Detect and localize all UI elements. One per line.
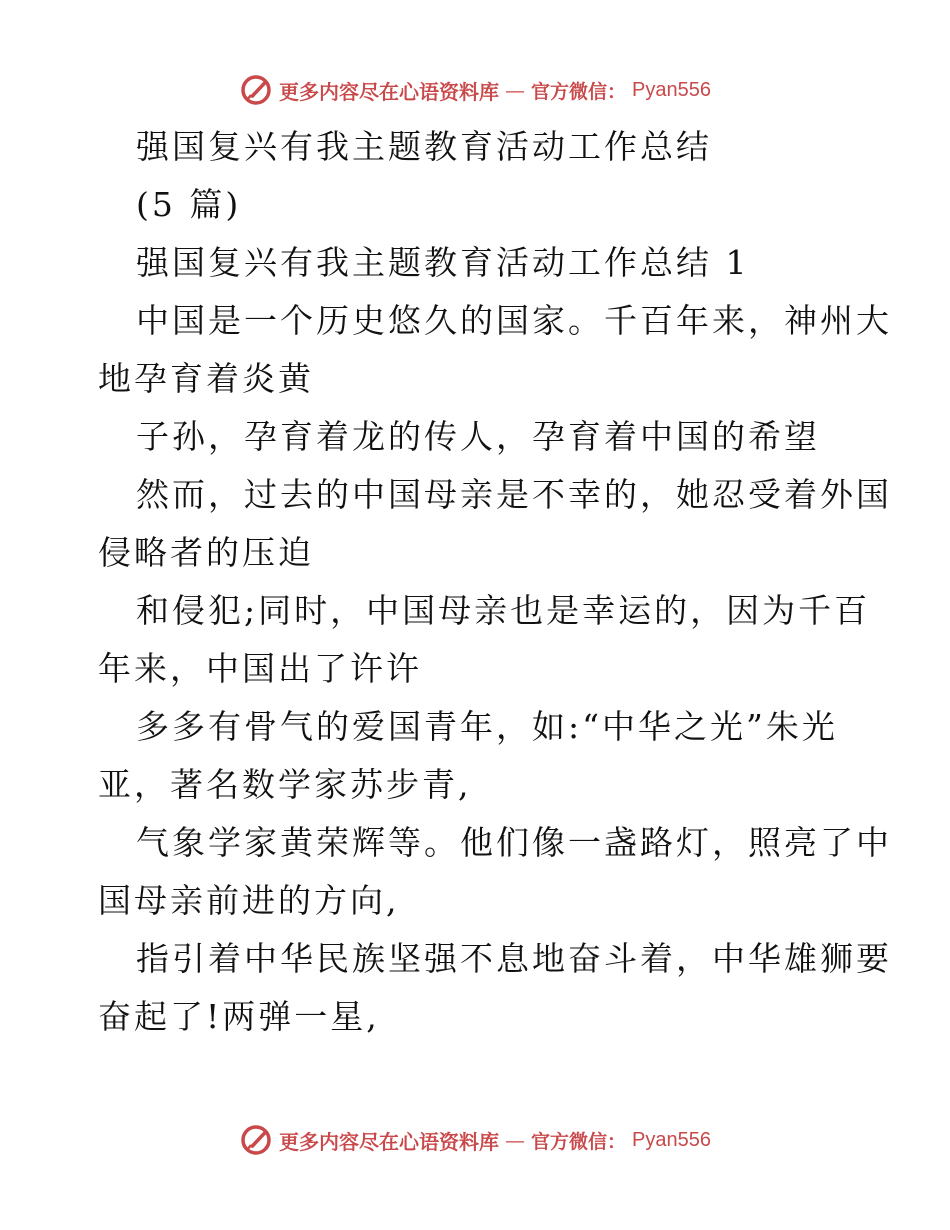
paragraph [98,814,892,930]
paragraph-first-line: 多多有骨气的爱国青年，如:“中华之光”朱光 [136,707,838,746]
paragraph-first-line: 和侵犯;同时，中国母亲也是幸运的，因为千百 [136,591,871,630]
paragraph-first-line: 子孙，孕育着龙的传人，孕育着中国的希望 [136,417,820,456]
document-title-line2: (5 篇) [136,185,242,224]
paragraph-first-line: 中国是一个历史悠久的国家。千百年来，神州大 [136,301,892,340]
header-banner [0,70,950,110]
document-title-line1: 强国复兴有我主题教育活动工作总结 [136,127,712,166]
paragraph [98,582,871,698]
paragraph-continuation-line: 侵略者的压迫 [98,533,314,572]
paragraph-continuation-line: 地孕育着炎黄 [98,359,314,398]
quill-circle-logo-icon [239,1123,273,1157]
banner-wechat-id: Pyan556 [632,1128,711,1151]
banner-wechat-id: Pyan556 [632,78,711,101]
banner-suffix: 官方微信： [531,1130,627,1153]
banner-dash: — [505,1128,525,1152]
paragraph-continuation-line: 奋起了!两弹一星, [98,997,380,1036]
paragraph-first-line: 然而，过去的中国母亲是不幸的，她忍受着外国 [136,475,892,514]
paragraph [98,930,892,1046]
banner-suffix: 官方微信： [531,80,627,103]
paragraph [98,466,892,582]
quill-circle-logo-icon [239,73,273,107]
document-body [98,118,892,1046]
paragraph-continuation-line: 国母亲前进的方向, [98,881,400,920]
paragraph-continuation-line: 年来，中国出了许许 [98,649,422,688]
paragraph [98,408,858,466]
paragraph [98,698,858,814]
paragraph-continuation-line: 亚，著名数学家苏步青, [98,765,472,804]
banner-text: 更多内容尽在心语资料库 [279,1129,499,1154]
section-heading: 强国复兴有我主题教育活动工作总结 1 [136,243,750,282]
banner-text: 更多内容尽在心语资料库 [279,79,499,104]
footer-banner [0,1120,950,1160]
paragraph-first-line: 气象学家黄荣辉等。他们像一盏路灯，照亮了中 [136,823,892,862]
banner-dash: — [505,78,525,102]
paragraph-first-line: 指引着中华民族坚强不息地奋斗着，中华雄狮要 [136,939,892,978]
paragraph [98,292,892,408]
